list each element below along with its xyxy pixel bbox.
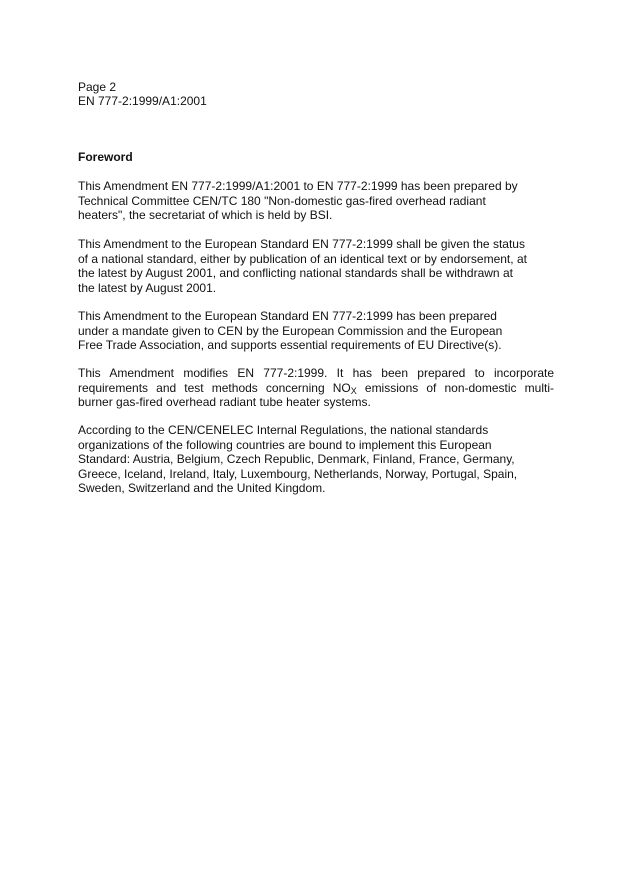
text-line: the latest by August 2001. (78, 280, 217, 295)
text-line: burner gas-fired overhead radiant tube heater systems. (78, 395, 371, 410)
paragraph-modification (78, 366, 554, 410)
document-identifier: EN 777-2:1999/A1:2001 (78, 94, 207, 108)
text-line: This Amendment modifies EN 777-2:1999. It has been prepared to incorporate (78, 366, 554, 380)
text-fragment: emissions of non-domestic multi- (364, 380, 554, 395)
paragraph-status (78, 237, 554, 295)
text-line: under a mandate given to CEN by the European Commission and the European (78, 323, 503, 338)
text-line: This Amendment to the European Standard EN 777-2:1999 shall be given the status (78, 237, 525, 251)
text-line: Sweden, Switzerland and the United Kingdom. (78, 481, 326, 496)
text-line: Technical Committee CEN/TC 180 "Non-domestic gas-fired overhead radiant (78, 193, 486, 208)
paragraph-mandate (78, 309, 554, 353)
section-heading: Foreword (78, 150, 133, 164)
text-line-with-subscript (78, 381, 554, 396)
text-line: the latest by August 2001, and conflicting national standards shall be withdrawn at (78, 266, 513, 281)
page-number: Page 2 (78, 80, 117, 94)
paragraph-countries (78, 423, 554, 496)
subscript: X (350, 385, 357, 396)
text-line: organizations of the following countries are bound to implement this European (78, 437, 492, 452)
text-line: According to the CEN/CENELEC Internal Regulations, the national standards (78, 423, 489, 437)
page-header (78, 80, 207, 108)
text-line: This Amendment to the European Standard EN 777-2:1999 has been prepared (78, 309, 497, 323)
text-line: This Amendment EN 777-2:1999/A1:2001 to EN 777-2:1999 has been prepared by (78, 179, 518, 193)
text-line: Greece, Iceland, Ireland, Italy, Luxembourg, Netherlands, Norway, Portugal, Spain, (78, 466, 518, 481)
text-line: Free Trade Association, and supports essential requirements of EU Directive(s). (78, 338, 502, 353)
text-line: Standard: Austria, Belgium, Czech Republic, Denmark, Finland, France, Germany, (78, 452, 515, 467)
text-fragment: requirements and test methods concerning NO (78, 380, 351, 395)
text-line: of a national standard, either by publication of an identical text or by endorsement, at (78, 251, 527, 266)
paragraph-preparation (78, 179, 554, 223)
text-line: heaters", the secretariat of which is held by BSI. (78, 208, 333, 223)
